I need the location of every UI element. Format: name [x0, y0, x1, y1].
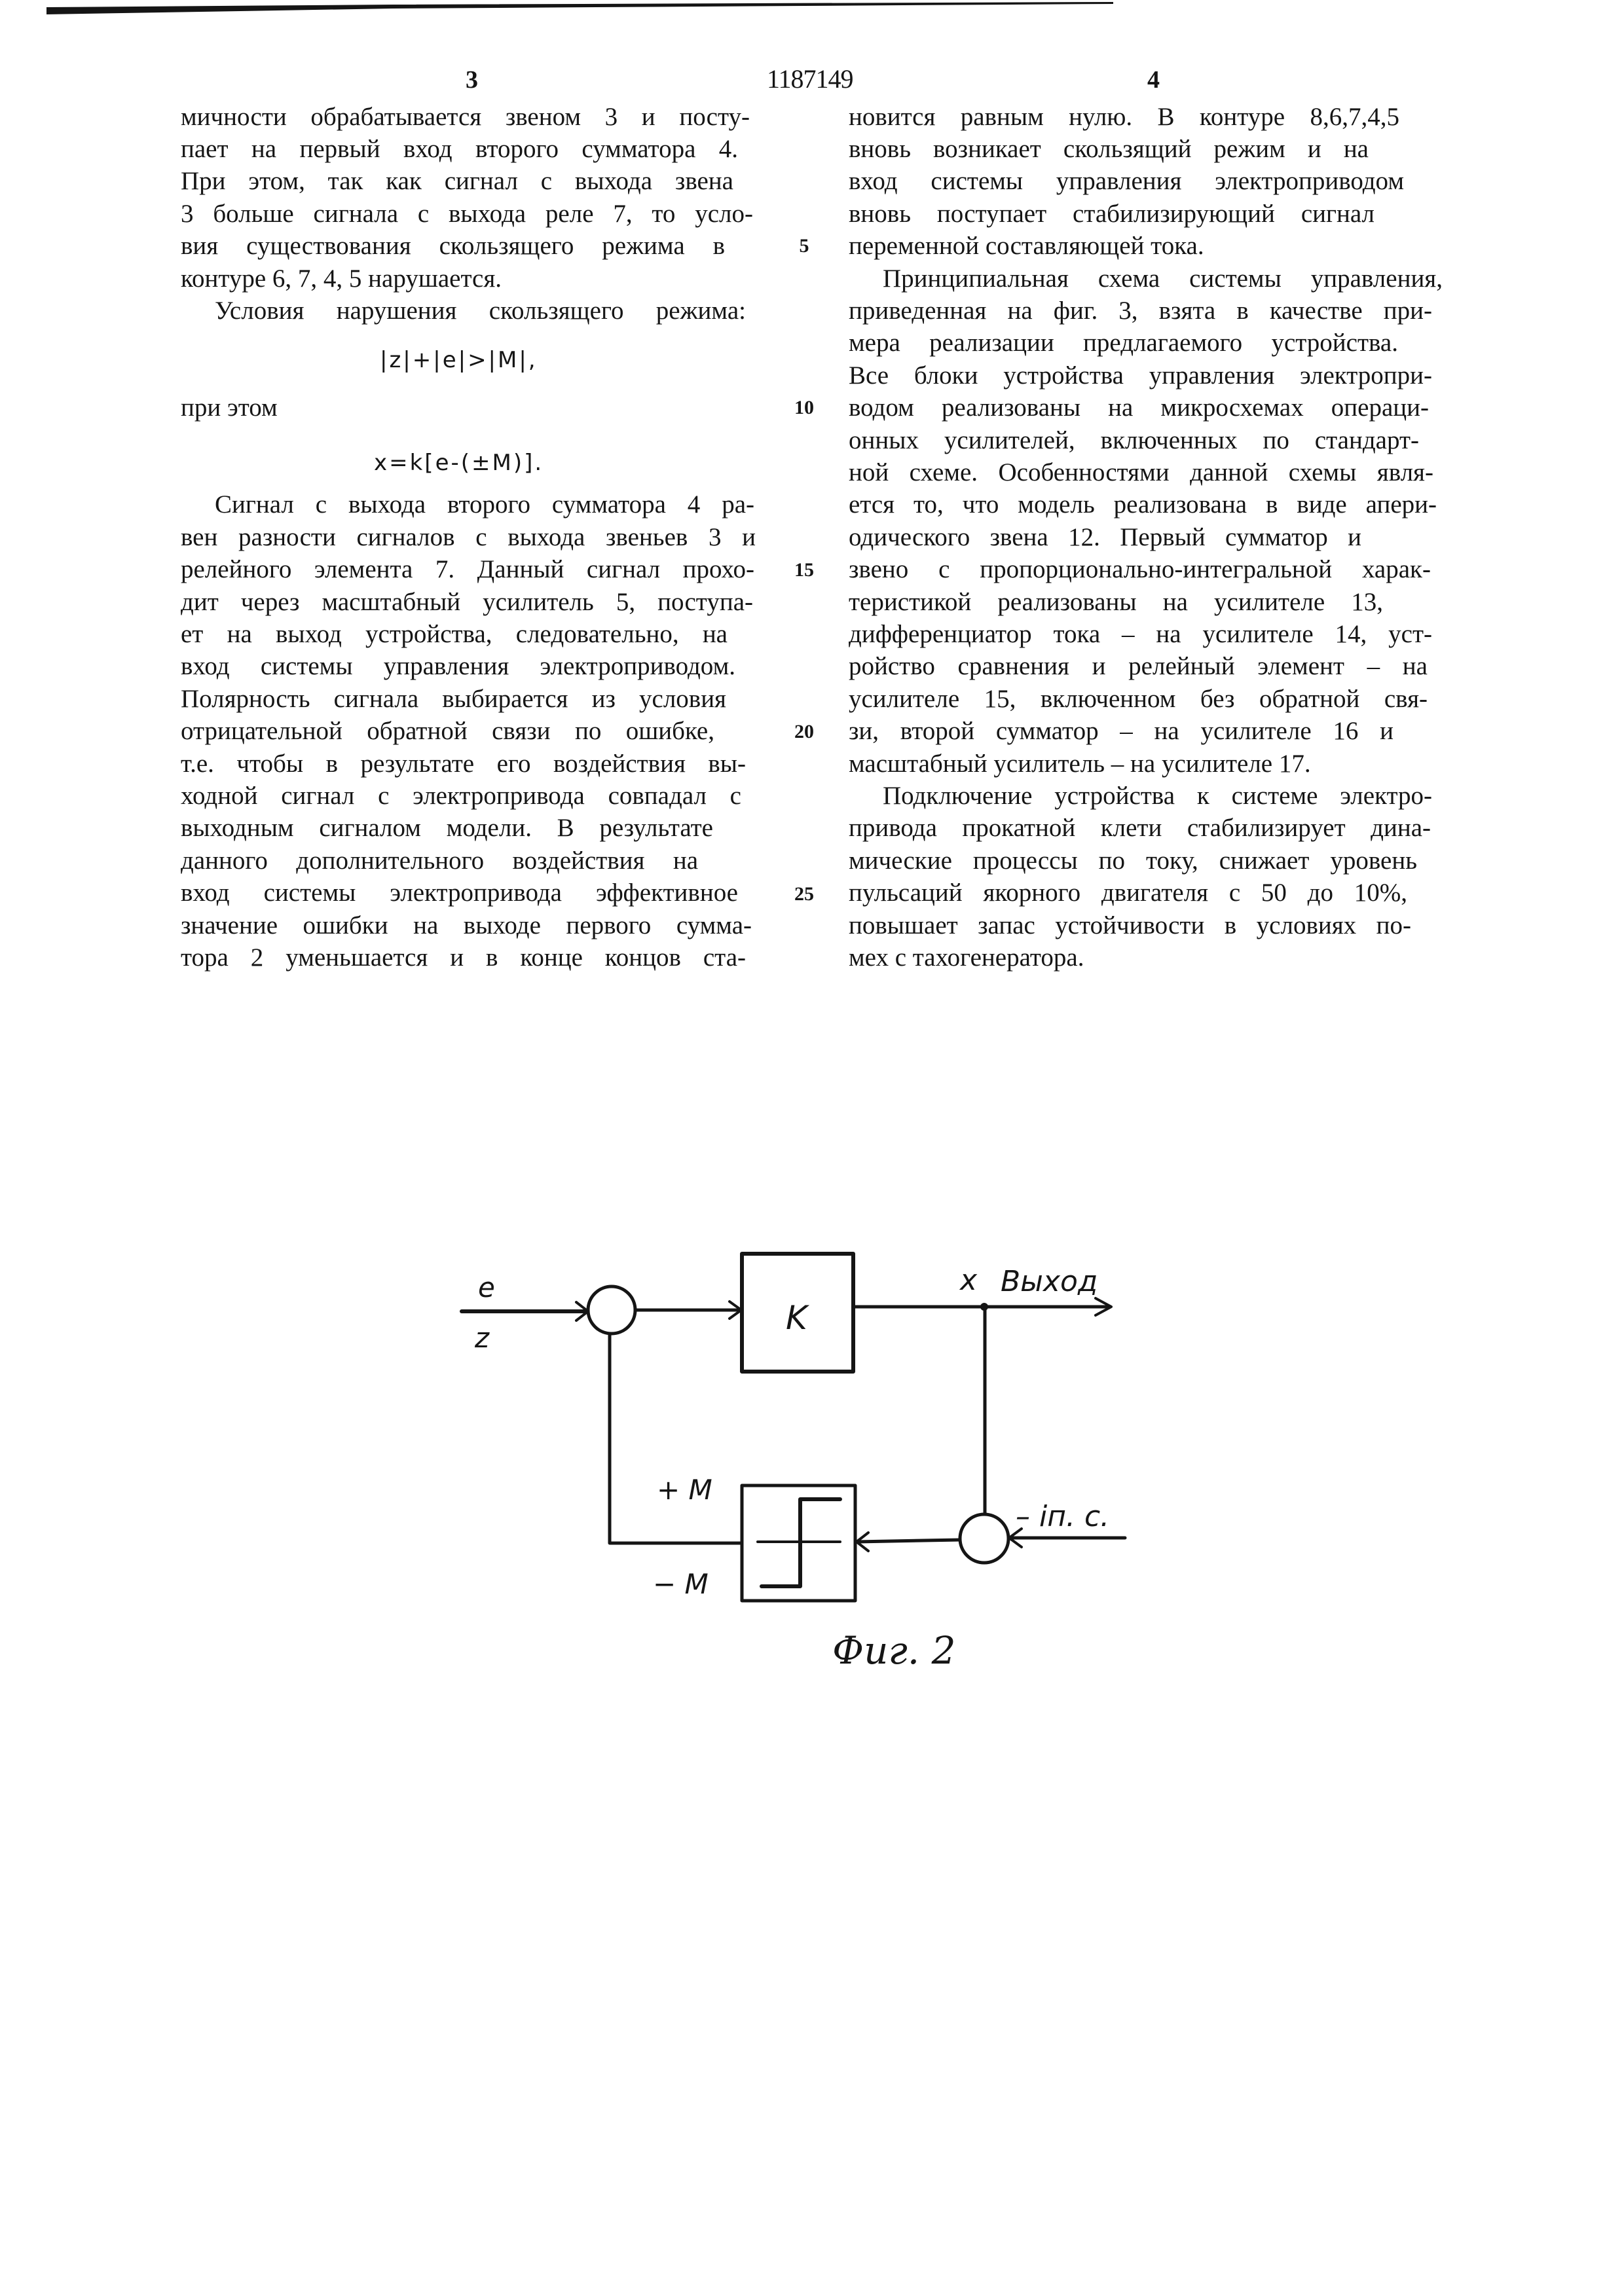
- figure-caption: Фиг. 2: [832, 1628, 956, 1673]
- text-line: водом реализованы на микросхемах операци-: [849, 392, 1429, 424]
- text-line: повышает запас устойчивости в условиях по-: [849, 909, 1411, 941]
- text-line: 3 больше сигнала с выхода реле 7, то усло-: [181, 198, 753, 230]
- text-line: ходной сигнал с электропривода совпадал с: [181, 780, 741, 812]
- text-line: приведенная на фиг. 3, взята в качестве при-: [849, 295, 1432, 327]
- text-line: вход системы электропривода эффективное: [181, 877, 738, 909]
- text-line: звено с пропорционально-интегральной харак-: [849, 553, 1431, 585]
- margin-line-number: 20: [784, 722, 824, 742]
- feedback-line-left: [610, 1334, 742, 1543]
- text-line: мех с тахогенератора.: [849, 941, 1084, 974]
- text-line: Условия нарушения скользящего режима:: [215, 295, 746, 327]
- summing-junction-2: [960, 1514, 1008, 1563]
- relay-positive-label: + M: [657, 1474, 712, 1506]
- patent-page: [0, 0, 1624, 2296]
- text-line: пульсаций якорного двигателя с 50 до 10%,: [849, 877, 1407, 909]
- text-line: ройство сравнения и релейный элемент – на: [849, 650, 1428, 682]
- text-line: данного дополнительного воздействия на: [181, 845, 698, 877]
- text-line: переменной составляющей тока.: [849, 230, 1204, 262]
- text-line: теристикой реализованы на усилителе 13,: [849, 586, 1383, 618]
- text-line: выходным сигналом модели. В результате: [181, 812, 713, 844]
- text-line: мичности обрабатывается звеном 3 и посту-: [181, 101, 750, 133]
- text-line: онных усилителей, включенных по стандарт-: [849, 424, 1419, 456]
- text-line: Подключение устройства к системе электро-: [883, 780, 1432, 812]
- text-line: значение ошибки на выходе первого сумма-: [181, 909, 752, 941]
- text-line: новится равным нулю. В контуре 8,6,7,4,5: [849, 101, 1399, 133]
- output-symbol-label: x: [959, 1264, 978, 1297]
- text-line: зи, второй сумматор – на усилителе 16 и: [849, 715, 1393, 747]
- formula-sliding-mode-violation: |z|+|e|>|M|,: [380, 347, 538, 373]
- top-edge-rule: [0, 0, 1153, 20]
- margin-line-number: 25: [784, 884, 824, 904]
- relay-negative-label: − M: [653, 1568, 709, 1600]
- text-line: вен разности сигналов с выхода звеньев 3 и: [181, 521, 756, 553]
- output-label: Выход: [1001, 1265, 1098, 1298]
- text-line: вход системы управления электроприводом.: [181, 650, 735, 682]
- text-line: одического звена 12. Первый сумматор и: [849, 521, 1361, 553]
- text-line: мические процессы по току, снижает уровень: [849, 845, 1417, 877]
- text-line: ной схеме. Особенностями данной схемы явля-: [849, 456, 1433, 488]
- text-line: При этом, так как сигнал с выхода звена: [181, 165, 733, 197]
- text-line: отрицательной обратной связи по ошибке,: [181, 715, 714, 747]
- text-line: тора 2 уменьшается и в конце концов ста-: [181, 941, 746, 974]
- gain-label: K: [786, 1299, 810, 1337]
- document-number: 1187149: [767, 66, 853, 92]
- text-line: масштабный усилитель – на усилителе 17.: [849, 748, 1311, 780]
- text-line: дифференциатор тока – на усилителе 14, уст-: [849, 618, 1432, 650]
- input-e-label: e: [478, 1271, 495, 1303]
- text-line: релейного элемента 7. Данный сигнал прохо-: [181, 553, 754, 585]
- text-line: ет на выход устройства, следовательно, на: [181, 618, 728, 650]
- page-number-left: 3: [466, 67, 478, 93]
- text-line: Полярность сигнала выбирается из условия: [181, 683, 726, 715]
- text-line: Все блоки устройства управления электропри-: [849, 359, 1432, 392]
- text-line: Сигнал с выхода второго сумматора 4 ра-: [215, 488, 754, 520]
- formula-output: x=k[e-(±M)].: [374, 450, 544, 476]
- text-line: пает на первый вход второго сумматора 4.: [181, 133, 738, 165]
- text-line: т.е. чтобы в результате его воздействия вы-: [181, 748, 746, 780]
- text-line: вновь поступает стабилизирующий сигнал: [849, 198, 1375, 230]
- text-line: вход системы управления электроприводом: [849, 165, 1404, 197]
- block-diagram-fig2: [445, 1231, 1166, 1689]
- text-line: вновь возникает скользящий режим и на: [849, 133, 1369, 165]
- margin-line-number: 10: [784, 398, 824, 418]
- summing-junction-1: [588, 1286, 635, 1334]
- text-line: привода прокатной клети стабилизирует дина-: [849, 812, 1431, 844]
- input-z-label: z: [474, 1322, 490, 1354]
- page-number-right: 4: [1147, 67, 1160, 93]
- margin-line-number: 5: [784, 236, 824, 256]
- scan-edge-stroke: [46, 2, 1113, 14]
- text-line: при этом: [181, 392, 278, 424]
- signal-line-to-relay: [857, 1540, 960, 1542]
- text-line: вия существования скользящего режима в: [181, 230, 725, 262]
- text-line: Принципиальная схема системы управления,: [883, 263, 1443, 295]
- current-input-label: – iп. с.: [1016, 1500, 1109, 1533]
- text-line: дит через масштабный усилитель 5, поступа-: [181, 586, 753, 618]
- text-line: усилителе 15, включенном без обратной свя-: [849, 683, 1428, 715]
- text-line: ется то, что модель реализована в виде апери-: [849, 488, 1437, 520]
- margin-line-number: 15: [784, 560, 824, 580]
- text-line: мера реализации предлагаемого устройства.: [849, 327, 1398, 359]
- text-line: контуре 6, 7, 4, 5 нарушается.: [181, 263, 502, 295]
